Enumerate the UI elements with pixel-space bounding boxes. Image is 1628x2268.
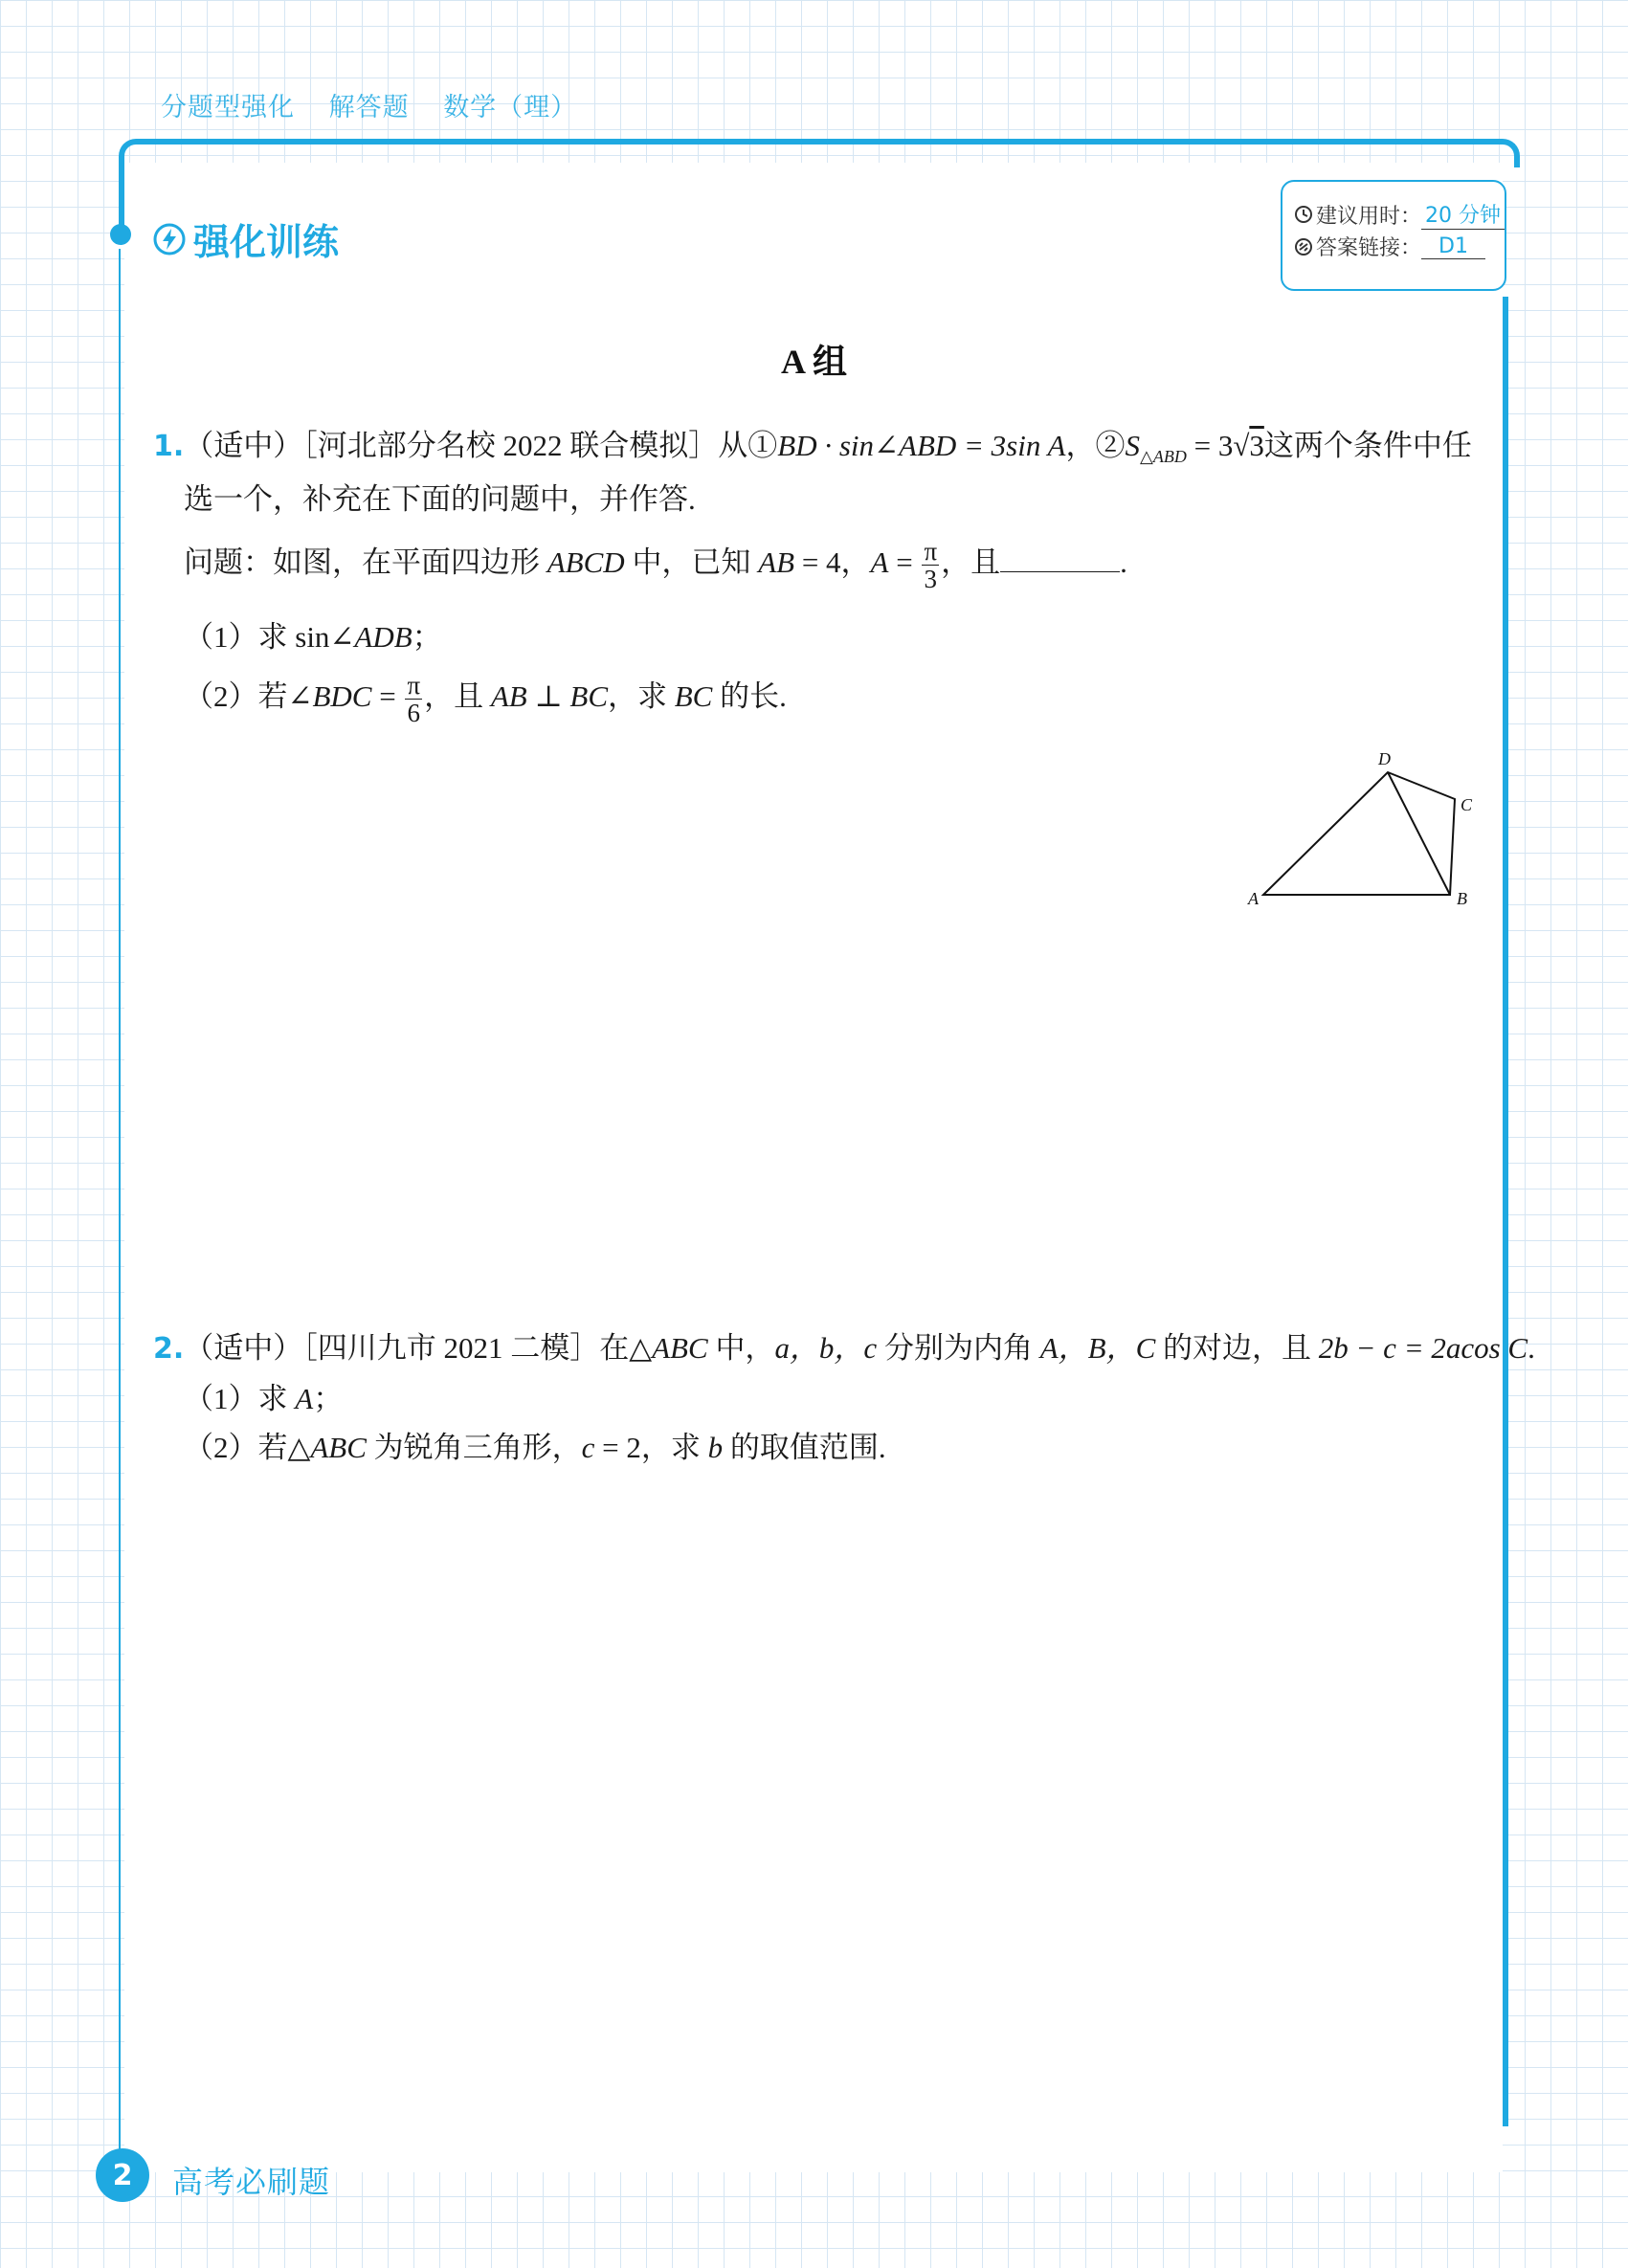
source-tag: ［河北部分名校 2022 联合模拟］: [302, 429, 719, 462]
fraction: [922, 538, 939, 593]
math-var: AB: [758, 545, 795, 579]
math-var: b: [707, 1431, 724, 1464]
answer-label: 答案链接：: [1316, 236, 1422, 260]
group-heading: A 组: [780, 343, 847, 381]
math-var: A，B，C: [1039, 1331, 1156, 1365]
section-title-text: 强化训练: [193, 221, 340, 263]
time-row: [1294, 199, 1505, 230]
q1-text: 的长.: [712, 679, 787, 713]
math-var: ABC: [310, 1431, 367, 1464]
q2-text: 的对边，且: [1155, 1331, 1319, 1365]
q1-text: 问题：如图，在平面四边形: [184, 545, 547, 579]
q1-text: （2）若∠: [184, 679, 313, 713]
q2-text: （1）求: [184, 1382, 296, 1415]
time-value: 20 分钟: [1421, 199, 1505, 230]
quadrilateral-outline: [1263, 772, 1455, 895]
condition-2-root: 3: [1249, 429, 1264, 462]
q1-text: ，求: [608, 679, 675, 713]
difficulty-tag: （适中）: [184, 1331, 303, 1365]
frame-left-thin-border: [119, 249, 121, 2172]
figure-label-d: D: [1378, 751, 1391, 768]
q1-line-2: 选一个，补充在下面的问题中，并作答.: [184, 482, 696, 516]
q2-text: 分别为内角: [877, 1331, 1040, 1365]
footer-book-title: 高考必刷题: [172, 2164, 331, 2200]
source-tag: ［四川九市 2021 二模］: [302, 1331, 600, 1365]
diagonal-bd: [1388, 772, 1450, 895]
q1-text: ，且: [424, 679, 491, 713]
figure-label-c: C: [1461, 795, 1473, 814]
breadcrumb-item: 分题型强化: [161, 93, 295, 122]
q2-text: = 2，求: [594, 1431, 708, 1464]
answer-link[interactable]: D1: [1421, 234, 1485, 259]
q1-text: （1）求 sin∠: [184, 620, 355, 654]
math-var: a，b，c: [774, 1331, 878, 1365]
q2-text: 中，: [707, 1331, 775, 1365]
q1-part-1: [184, 612, 442, 656]
q1-text: 从①: [718, 429, 778, 462]
figure-label-b: B: [1457, 889, 1467, 908]
q2-text: 在△: [599, 1331, 653, 1365]
q1-part-2: [184, 672, 787, 727]
q2-part-1: [184, 1374, 343, 1417]
q1-problem: [184, 538, 1127, 593]
fill-in-blank[interactable]: [1000, 548, 1120, 572]
math-var: BC: [674, 679, 713, 713]
difficulty-tag: （适中）: [184, 429, 303, 462]
question-number: 2.: [153, 1332, 185, 1366]
fraction-numerator: π: [924, 537, 938, 567]
q1-text: =: [371, 679, 404, 713]
breadcrumb-item: 解答题: [328, 93, 410, 122]
q1-text: ，且: [941, 545, 1001, 579]
math-var: ABCD: [546, 545, 625, 579]
q1-line-1: 1.（适中）［河北部分名校 2022 联合模拟］从①BD · sin∠ABD = 3sin A，$②S_{\triangle ABD} = 3√3$这两个条件中任: [153, 429, 1472, 467]
math-var: ABC: [652, 1331, 708, 1365]
frame-right-border: [1503, 297, 1508, 2126]
frame-dot-decoration: [110, 224, 131, 245]
math-var: BDC: [312, 679, 372, 713]
fraction-numerator: π: [407, 671, 421, 700]
time-info-box: [1281, 180, 1506, 291]
frame-left-border: [119, 158, 124, 230]
frame-top-border: [119, 139, 1520, 167]
math-expr: 2b − c = 2acos C: [1318, 1331, 1528, 1365]
q1-text: 这两个条件中任: [1263, 429, 1472, 462]
math-var: c: [581, 1431, 595, 1464]
condition-1: BD · sin∠ABD = 3sin A: [777, 429, 1066, 462]
q1-text: 中，已知: [624, 545, 759, 579]
q2-text: ；: [313, 1382, 344, 1415]
q1-text: ；: [412, 620, 442, 654]
section-title: [153, 212, 339, 265]
condition-2-subscript: △ABD: [1140, 447, 1187, 467]
condition-2-rhs: = 3: [1186, 429, 1234, 462]
quadrilateral-figure: [1244, 751, 1483, 914]
fraction: [405, 672, 422, 727]
q2-text: （2）若△: [184, 1431, 311, 1464]
q2-text: 的取值范围.: [723, 1431, 886, 1464]
q1-text: ，②: [1065, 429, 1126, 462]
q2-line-1: [153, 1323, 1535, 1367]
link-icon: [1294, 237, 1313, 256]
q2-text: 为锐角三角形，: [366, 1431, 582, 1464]
breadcrumb: [161, 86, 602, 123]
math-var: A: [295, 1382, 314, 1415]
lightning-bolt-icon: [153, 223, 186, 256]
question-number: 1.: [153, 430, 185, 463]
answer-row: [1294, 232, 1485, 261]
clock-icon: [1294, 205, 1313, 224]
time-label: 建议用时：: [1316, 204, 1422, 229]
fraction-denominator: 3: [924, 565, 938, 594]
math-var: A: [870, 545, 889, 579]
q2-part-2: [184, 1423, 886, 1466]
q1-text: = 4，: [794, 545, 871, 579]
q1-text: .: [1120, 545, 1127, 579]
figure-label-a: A: [1248, 889, 1259, 908]
math-var: ADB: [354, 620, 413, 654]
fraction-denominator: 6: [407, 699, 421, 728]
q2-text: .: [1528, 1331, 1535, 1365]
math-expr: AB ⊥ BC: [490, 679, 608, 713]
q1-text: =: [888, 545, 921, 579]
condition-2-s: S: [1125, 429, 1140, 462]
breadcrumb-item: 数学（理）: [443, 93, 578, 122]
page-number-badge: 2: [96, 2148, 149, 2202]
